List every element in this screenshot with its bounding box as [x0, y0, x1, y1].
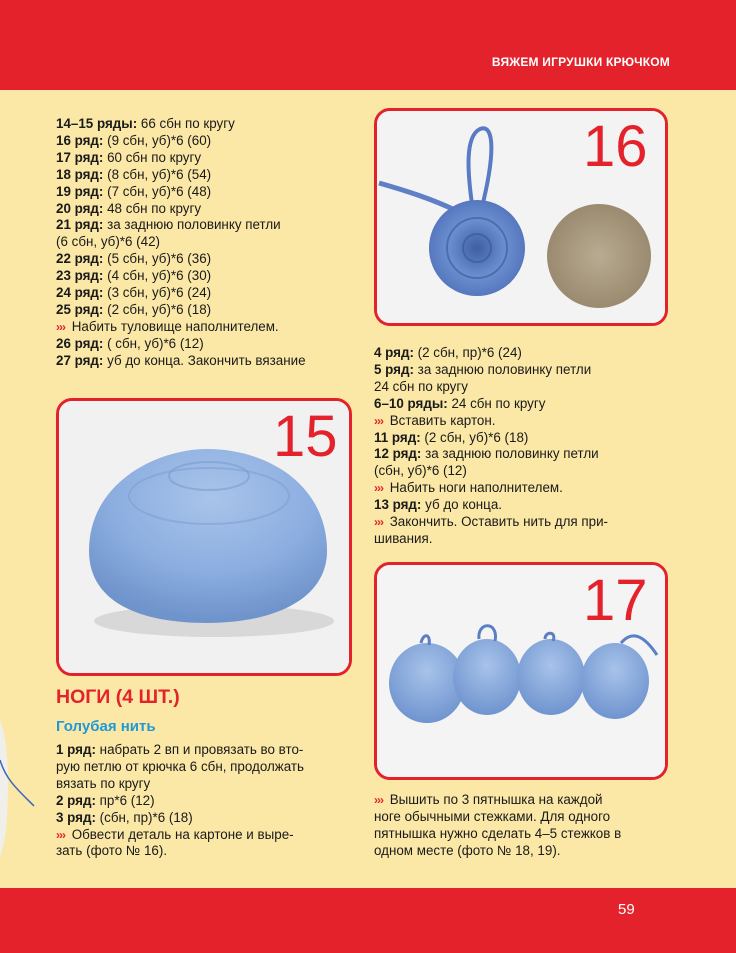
margin-decoration [0, 720, 40, 860]
row-label: 11 ряд: [374, 429, 421, 445]
arrow-marker-icon: ››› [374, 793, 383, 807]
row-text: (3 сбн, уб)*6 (24) [103, 285, 212, 301]
row-text: (8 сбн, уб)*6 (54) [103, 166, 212, 182]
text-line [374, 497, 608, 514]
row-label: 2 ряд: [56, 792, 96, 808]
text-line [56, 268, 306, 285]
row-text: 24 сбн по кругу [374, 378, 468, 394]
row-label: 27 ряд: [56, 352, 104, 368]
row-label: 12 ряд: [374, 446, 422, 462]
row-label: 22 ряд: [56, 251, 104, 267]
text-line [374, 446, 608, 463]
text-line [374, 430, 608, 447]
row-text: Набить туловище наполнителем. [68, 318, 279, 334]
row-text: (4 сбн, уб)*6 (30) [103, 268, 212, 284]
row-text: ноге обычными стежками. Для одного [374, 808, 611, 824]
text-line [56, 776, 304, 793]
arrow-marker-icon: ››› [374, 515, 383, 530]
row-label: 6–10 ряды: [374, 395, 448, 411]
row-text: уб до конца. Закончить вязание [103, 352, 306, 368]
text-line [374, 480, 608, 497]
row-text: Закончить. Оставить нить для при- [386, 514, 609, 530]
arrow-marker-icon: ››› [374, 481, 383, 496]
text-line [56, 742, 304, 759]
row-text: вязать по кругу [56, 775, 151, 791]
text-line [374, 826, 621, 843]
row-text: (9 сбн, уб)*6 (60) [103, 132, 212, 148]
row-label: 26 ряд: [56, 335, 104, 351]
row-text: (5 сбн, уб)*6 (36) [103, 251, 212, 267]
header-title: ВЯЖЕМ ИГРУШКИ КРЮЧКОМ [491, 55, 670, 69]
row-label: 19 ряд: [56, 183, 104, 199]
text-line [374, 345, 608, 362]
text-line [56, 150, 306, 167]
text-line [56, 184, 306, 201]
text-line [56, 302, 306, 319]
text-line [56, 319, 306, 336]
row-text: (сбн, пр)*6 (18) [95, 809, 193, 825]
row-text: за заднюю половинку петли [421, 446, 599, 462]
row-label: 18 ряд: [56, 166, 104, 182]
row-text: (сбн, уб)*6 (12) [374, 463, 467, 479]
row-text: уб до конца. [421, 497, 503, 513]
row-text: шивания. [374, 530, 433, 546]
row-label: 21 ряд: [56, 217, 104, 233]
photo-15-number: 15 [273, 404, 338, 469]
photo-16-number: 16 [583, 114, 648, 179]
row-text: набрать 2 вп и провязать во вто- [95, 742, 304, 757]
row-text: (2 сбн, уб)*6 (18) [420, 429, 529, 445]
row-text: одном месте (фото № 18, 19). [374, 842, 561, 858]
arrow-marker-icon: ››› [374, 413, 383, 428]
row-text: за заднюю половинку петли [103, 217, 281, 233]
row-text: ( сбн, уб)*6 (12) [103, 335, 204, 351]
arrow-marker-icon: ››› [56, 319, 65, 334]
instructions-body-rows-14-27 [56, 116, 306, 370]
row-text: Вышить по 3 пятнышка на каждой [386, 792, 603, 807]
row-text: Набить ноги наполнителем. [386, 480, 563, 496]
text-line [374, 362, 608, 379]
row-label: 24 ряд: [56, 285, 104, 301]
row-text: пр*6 (12) [95, 792, 155, 808]
page-number: 59 [618, 901, 635, 918]
row-text: 66 сбн по кругу [137, 116, 235, 131]
row-label: 20 ряд: [56, 200, 104, 216]
section-title-legs: НОГИ (4 ШТ.) [56, 686, 180, 708]
row-text: 24 сбн по кругу [447, 395, 546, 411]
row-label: 13 ряд: [374, 497, 422, 513]
text-line [374, 843, 621, 860]
text-line [56, 336, 306, 353]
text-line [374, 809, 621, 826]
text-line [374, 379, 608, 396]
row-label: 17 ряд: [56, 149, 104, 165]
instructions-body-rows-4-13 [374, 345, 608, 548]
text-line [56, 759, 304, 776]
text-line [56, 217, 306, 234]
text-line [56, 234, 306, 251]
row-text: (6 сбн, уб)*6 (42) [56, 234, 160, 250]
row-text: (2 сбн, уб)*6 (18) [103, 301, 212, 317]
instructions-body-embroidery [374, 792, 621, 860]
photo-15 [56, 398, 352, 676]
header-band [0, 0, 736, 90]
text-line [374, 531, 608, 548]
text-line [56, 167, 306, 184]
photo-16 [374, 108, 668, 326]
text-line [56, 810, 304, 827]
row-text: Вставить картон. [386, 412, 496, 428]
row-text: (7 сбн, уб)*6 (48) [103, 183, 212, 199]
row-label: 3 ряд: [56, 809, 96, 825]
row-text: за заднюю половинку петли [413, 361, 592, 377]
text-line [56, 116, 306, 133]
text-line [56, 843, 304, 860]
row-text: 60 сбн по кругу [103, 149, 202, 165]
row-text: пятнышка нужно сделать 4–5 стежков в [374, 825, 622, 841]
text-line [374, 514, 608, 531]
row-text: рую петлю от крючка 6 сбн, продолжать [56, 758, 304, 774]
row-label: 5 ряд: [374, 361, 414, 377]
text-line [374, 463, 608, 480]
row-label: 1 ряд: [56, 742, 96, 757]
row-label: 14–15 ряды: [56, 116, 138, 131]
photo-17-number: 17 [583, 568, 648, 633]
text-line [56, 827, 304, 844]
row-text: (2 сбн, пр)*6 (24) [413, 345, 522, 360]
text-line [56, 353, 306, 370]
row-label: 4 ряд: [374, 345, 414, 360]
row-label: 25 ряд: [56, 301, 104, 317]
photo-17 [374, 562, 668, 780]
row-label: 23 ряд: [56, 268, 104, 284]
text-line [56, 285, 306, 302]
text-line [56, 251, 306, 268]
row-text: Обвести деталь на картоне и выре- [68, 826, 294, 842]
text-line [374, 396, 608, 413]
section-subtitle-yarn: Голубая нить [56, 718, 156, 735]
text-line [374, 413, 608, 430]
text-line [374, 792, 621, 809]
row-text: зать (фото № 16). [56, 843, 168, 859]
instructions-body-legs-rows-1-3 [56, 742, 304, 860]
text-line [56, 133, 306, 150]
footer-band [0, 888, 736, 953]
text-line [56, 793, 304, 810]
row-label: 16 ряд: [56, 132, 104, 148]
text-line [56, 201, 306, 218]
arrow-marker-icon: ››› [56, 827, 65, 842]
row-text: 48 сбн по кругу [103, 200, 202, 216]
